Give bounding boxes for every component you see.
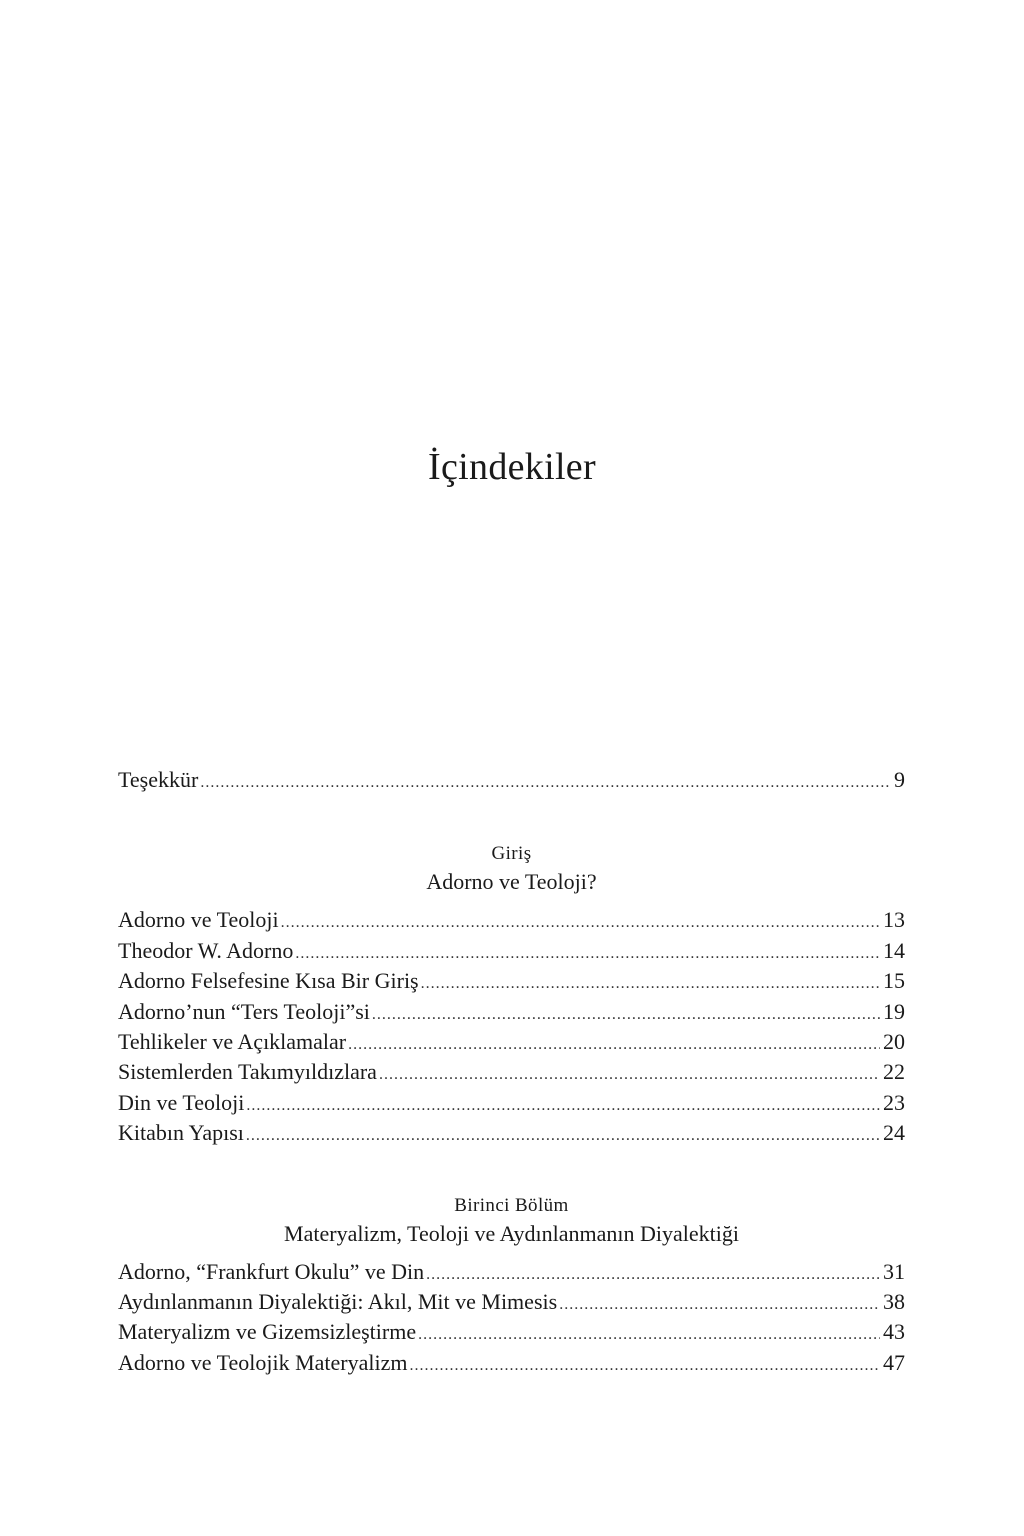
toc-entry-title: Adorno ve Teoloji	[118, 907, 279, 933]
section-title: Adorno ve Teoloji?	[426, 869, 597, 895]
section-label: Giriş	[491, 843, 532, 865]
toc-entry-page: 31	[883, 1258, 905, 1284]
section-birinci-bolum	[118, 1193, 905, 1249]
toc-entry-page: 15	[883, 968, 905, 994]
toc-entry-title: Kitabın Yapısı	[118, 1120, 244, 1146]
dot-leader	[295, 939, 880, 969]
toc-entry-page: 9	[894, 767, 905, 792]
section-giris	[118, 841, 905, 897]
dot-leader	[348, 1030, 880, 1060]
toc-entry-page: 24	[883, 1120, 905, 1146]
toc-entry[interactable]	[118, 1118, 905, 1148]
dot-leader	[281, 908, 880, 938]
dot-leader	[246, 1121, 880, 1151]
dot-leader	[246, 1091, 880, 1121]
toc-entry-page: 22	[883, 1059, 905, 1085]
toc-entry-tesekkur[interactable]	[118, 765, 905, 795]
toc-entry-title: Materyalizm ve Gizemsizleştirme	[118, 1319, 417, 1345]
dot-leader	[559, 1290, 880, 1320]
dot-leader	[372, 1000, 880, 1030]
toc-entry-page: 13	[883, 907, 905, 933]
toc-entry[interactable]	[118, 905, 905, 935]
dot-leader	[421, 969, 880, 999]
toc-entry-page: 19	[883, 998, 905, 1024]
toc-entry-title: Adorno, “Frankfurt Okulu” ve Din	[118, 1258, 425, 1284]
toc-entry[interactable]	[118, 1287, 905, 1317]
toc-entry[interactable]	[118, 997, 905, 1027]
toc-entry-page: 38	[883, 1288, 905, 1314]
toc-entry-title: Tehlikeler ve Açıklamalar	[118, 1028, 347, 1054]
toc-entry-title: Adorno ve Teolojik Materyalizm	[118, 1349, 408, 1375]
toc-entry-title: Adorno’nun “Ters Teoloji”si	[118, 998, 370, 1024]
toc-entry-page: 47	[883, 1349, 905, 1375]
dot-leader	[379, 1060, 880, 1090]
section-label: Birinci Bölüm	[454, 1194, 569, 1216]
toc-entry[interactable]	[118, 936, 905, 966]
table-of-contents	[118, 765, 905, 1378]
toc-entry[interactable]	[118, 1057, 905, 1087]
toc-entry[interactable]	[118, 1257, 905, 1287]
toc-entry-title: Teşekkür	[118, 767, 199, 792]
toc-entry[interactable]	[118, 966, 905, 996]
section-title: Materyalizm, Teoloji ve Aydınlanmanın Diyalektiği	[284, 1220, 739, 1246]
toc-entry-page: 20	[883, 1028, 905, 1054]
toc-entry-page: 14	[883, 937, 905, 963]
toc-entry-title: Aydınlanmanın Diyalektiği: Akıl, Mit ve Mimesis	[118, 1288, 558, 1314]
dot-leader	[409, 1351, 880, 1381]
toc-entry[interactable]	[118, 1088, 905, 1118]
toc-entry-title: Sistemlerden Takımyıldızlara	[118, 1059, 377, 1085]
toc-entry[interactable]	[118, 1348, 905, 1378]
dot-leader	[418, 1320, 880, 1350]
toc-entry-title: Din ve Teoloji	[118, 1089, 245, 1115]
page-title: İçindekiler	[428, 446, 596, 488]
dot-leader	[426, 1260, 880, 1290]
toc-entry[interactable]	[118, 1027, 905, 1057]
toc-entry-title: Adorno Felsefesine Kısa Bir Giriş	[118, 968, 419, 994]
toc-entry-title: Theodor W. Adorno	[118, 937, 294, 963]
toc-entry[interactable]	[118, 1317, 905, 1347]
dot-leader	[200, 768, 891, 798]
toc-entry-page: 23	[883, 1089, 905, 1115]
toc-entry-page: 43	[883, 1319, 905, 1345]
